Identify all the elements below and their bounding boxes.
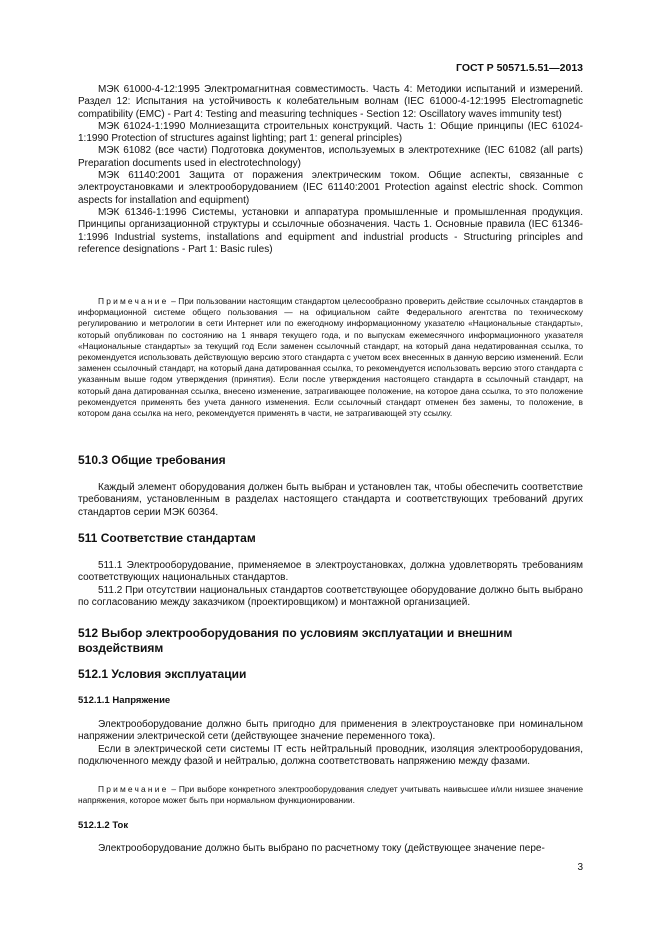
section-512 (78, 626, 583, 656)
reference-item: МЭК 61346-1:1996 Системы, установки и аппаратура промышленные и промышленная продукция. Принципы организационной структуры и ссылочные обозначения. Часть 1. Основные правила (IEC 61346-1:1996 Industrial systems, installations and equipment and industrial products - Structuring principles and reference designations - Part 1: Basic rules) (78, 206, 583, 255)
section-511 (78, 531, 583, 546)
paragraph: 511.1 Электрооборудование, применяемое в электроустановках, должна удовлетворять требованиям соответствующих национальных стандартов. (78, 560, 583, 584)
reference-item: МЭК 61082 (все части) Подготовка документов, используемых в электротехнике (IEC 61082 (all parts) Preparation documents used in electrotechnology) (78, 145, 583, 169)
note-text: – При выборе конкретного электрооборудования следует учитывать наивысшее и/или низшее значение напряжения, которое может быть при нормальном функционировании. (78, 784, 583, 806)
note-voltage (78, 784, 583, 806)
paragraph: Электрооборудование должно быть пригодно для применения в электроустановке при номинальном напряжении электрической сети (действующее значение переменного тока). (78, 719, 583, 743)
note-text: – При пользовании настоящим стандартом целесообразно проверить действие ссылочных стандартов в информационной системе общего пользования — на официальном сайте Федерального агентства по техническому регулированию и метрологии в сети Интернет или по ежегодному информационному указателю «Национальные стандарты», который опубликован по состоянию на 1 января текущего года, и по выпускам ежемесячного информационного указателя «Национальные стандарты» за текущий год Если заменен ссылочный стандарт, на который дана недатированная ссылка, то рекомендуется использовать действующую версию этого стандарта с учетом всех внесенных в данную версию изменений. Если заменен ссылочный стандарт, на который дана датированная ссылка, то рекомендуется использовать версию этого стандарта с указанным выше годом утверждения (принятия). Если после утверждения настоящего стандарта в ссылочный стандарт, на который дана датированная ссылка, внесено изменение, затрагивающее положение, на которое дана ссылка, то это положение рекомендуется применять без учета данного изменения. Если ссылочный стандарт отменен без замены, то положение, в котором дана ссылка на него, рекомендуется применять в части, не затрагивающей эту ссылку. (78, 296, 583, 419)
reference-item: МЭК 61140:2001 Защита от поражения электрическим током. Общие аспекты, связанные с электроустановками и электрооборудованием (IEC 61140:2001 Protection against electric shock. Common aspects for installation and equipment) (78, 170, 583, 206)
subsubsection-heading: 512.1.2 Ток (78, 820, 129, 831)
reference-item: МЭК 61024-1:1990 Молниезащита строительных конструкций. Часть 1: Общие принципы (IEC 61024-1:1990 Protection of structures against lighting; part 1: general principles) (78, 120, 583, 145)
paragraph: Если в электрической сети системы IT есть нейтральный проводник, изоляция электрооборудования, подключенного между фазой и нейтралью, должна соответствовать напряжению между фазами. (78, 743, 583, 767)
paragraph: Электрооборудование должно быть выбрано по расчетному току (действующее значение пере- (98, 843, 545, 854)
normative-references (78, 84, 583, 256)
section-510-3 (78, 453, 583, 468)
reference-item: МЭК 61000-4-12:1995 Электромагнитная совместимость. Часть 4: Методики испытаний и измерений. Раздел 12: Испытания на устойчивость к колебательным волнам (IEC 61000-4-12:1995 Electromagnetic compatibility (EMC) - Part 4: Testing and measuring techniques - Section 12: Oscillatory waves immunity test) (78, 84, 583, 120)
section-heading: 511 Соответствие стандартам (78, 531, 256, 545)
section-heading: 512 Выбор электрооборудования по условиям эксплуатации и внешним воздействиям (78, 626, 513, 655)
paragraph: Каждый элемент оборудования должен быть выбран и установлен так, чтобы обеспечить соответствие требованиям, установленным в разделах настоящего стандарта и соответствующих требований других стандартов серии МЭК 60364. (78, 482, 583, 518)
note-label: Примечание (98, 784, 169, 794)
paragraph: 511.2 При отсутствии национальных стандартов соответствующее оборудование должно быть выбрано по согласованию между заказчиком (проектировщиком) и монтажной организацией. (78, 584, 583, 608)
section-heading: 510.3 Общие требования (78, 453, 226, 467)
subsection-heading: 512.1 Условия эксплуатации (78, 667, 247, 681)
note-label: Примечание (98, 296, 169, 306)
subsubsection-heading: 512.1.1 Напряжение (78, 695, 171, 706)
note-references (78, 296, 583, 419)
document-id: ГОСТ Р 50571.5.51—2013 (456, 62, 583, 74)
page-number: 3 (577, 862, 583, 873)
